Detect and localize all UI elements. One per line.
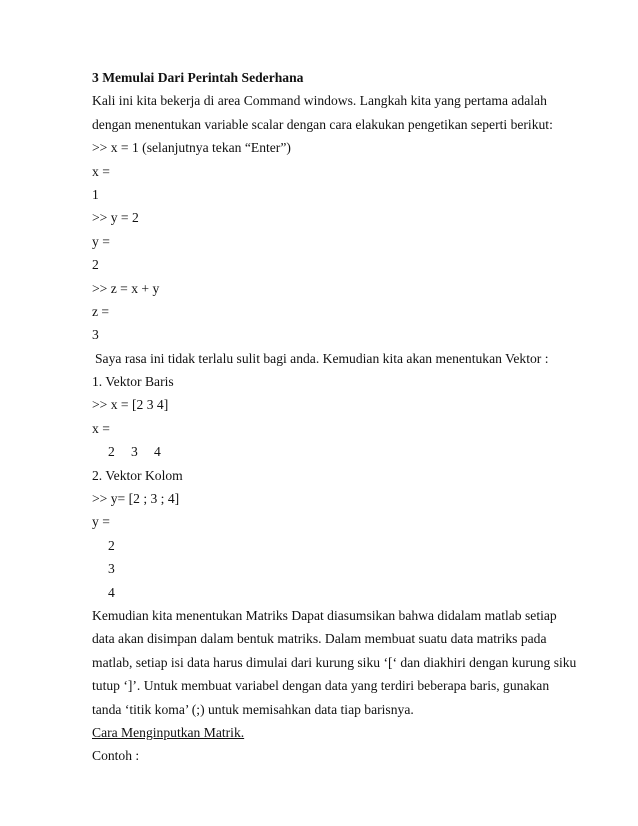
subheading-input-matrix: Cara Menginputkan Matrik. xyxy=(92,724,245,740)
col-vector-value: 3 xyxy=(108,561,115,577)
row-vector-command: >> x = [2 3 4] xyxy=(92,397,169,413)
command-x: >> x = 1 (selanjutnya tekan “Enter”) xyxy=(92,140,291,156)
y-label: y = xyxy=(92,233,110,249)
col-vector-value: 4 xyxy=(108,584,115,600)
z-value: 3 xyxy=(92,327,99,343)
row-vector-values xyxy=(92,440,546,463)
intro-line-1: Kali ini kita bekerja di area Command windows. Langkah kita yang pertama adalah xyxy=(92,93,547,109)
col-vector-title: 2. Vektor Kolom xyxy=(92,467,183,483)
matrix-line-4: tutup ‘]’. Untuk membuat variabel dengan data yang terdiri beberapa baris, gunakan xyxy=(92,678,550,694)
intro-paragraph xyxy=(92,89,553,136)
row-vector-value: 2 xyxy=(108,444,115,460)
col-vector-value: 2 xyxy=(108,537,115,553)
row-vector-title: 1. Vektor Baris xyxy=(92,374,174,390)
matrix-line-2: data akan disimpan dalam bentuk matriks. Dalam membuat suatu data matriks pada xyxy=(92,631,547,647)
y-value: 2 xyxy=(92,257,99,273)
intro-line-2: dengan menentukan variable scalar dengan cara elakukan pengetikan seperti berikut: xyxy=(92,116,553,132)
col-vector-label: y = xyxy=(92,514,110,530)
matrix-line-5: tanda ‘titik koma’ (;) untuk memisahkan data tiap barisnya. xyxy=(92,701,414,717)
row-vector-value: 3 xyxy=(131,444,138,460)
command-y: >> y = 2 xyxy=(92,210,139,226)
matrix-paragraph xyxy=(92,604,577,721)
row-vector-value: 4 xyxy=(154,444,161,460)
document-page xyxy=(92,66,577,768)
col-vector-command: >> y= [2 ; 3 ; 4] xyxy=(92,491,180,507)
example-label: Contoh : xyxy=(92,748,140,764)
x-value: 1 xyxy=(92,186,99,202)
row-vector-label: x = xyxy=(92,420,110,436)
command-z: >> z = x + y xyxy=(92,280,160,296)
x-label: x = xyxy=(92,163,110,179)
z-label: z = xyxy=(92,303,110,319)
matrix-line-1: Kemudian kita menentukan Matriks Dapat diasumsikan bahwa didalam matlab setiap xyxy=(92,607,557,623)
transition-sentence: Saya rasa ini tidak terlalu sulit bagi anda. Kemudian kita akan menentukan Vektor : xyxy=(95,350,549,366)
matrix-line-3: matlab, setiap isi data harus dimulai dari kurung siku ‘[‘ dan diakhiri dengan kurung siku xyxy=(92,654,577,670)
section-heading: 3 Memulai Dari Perintah Sederhana xyxy=(92,70,304,85)
